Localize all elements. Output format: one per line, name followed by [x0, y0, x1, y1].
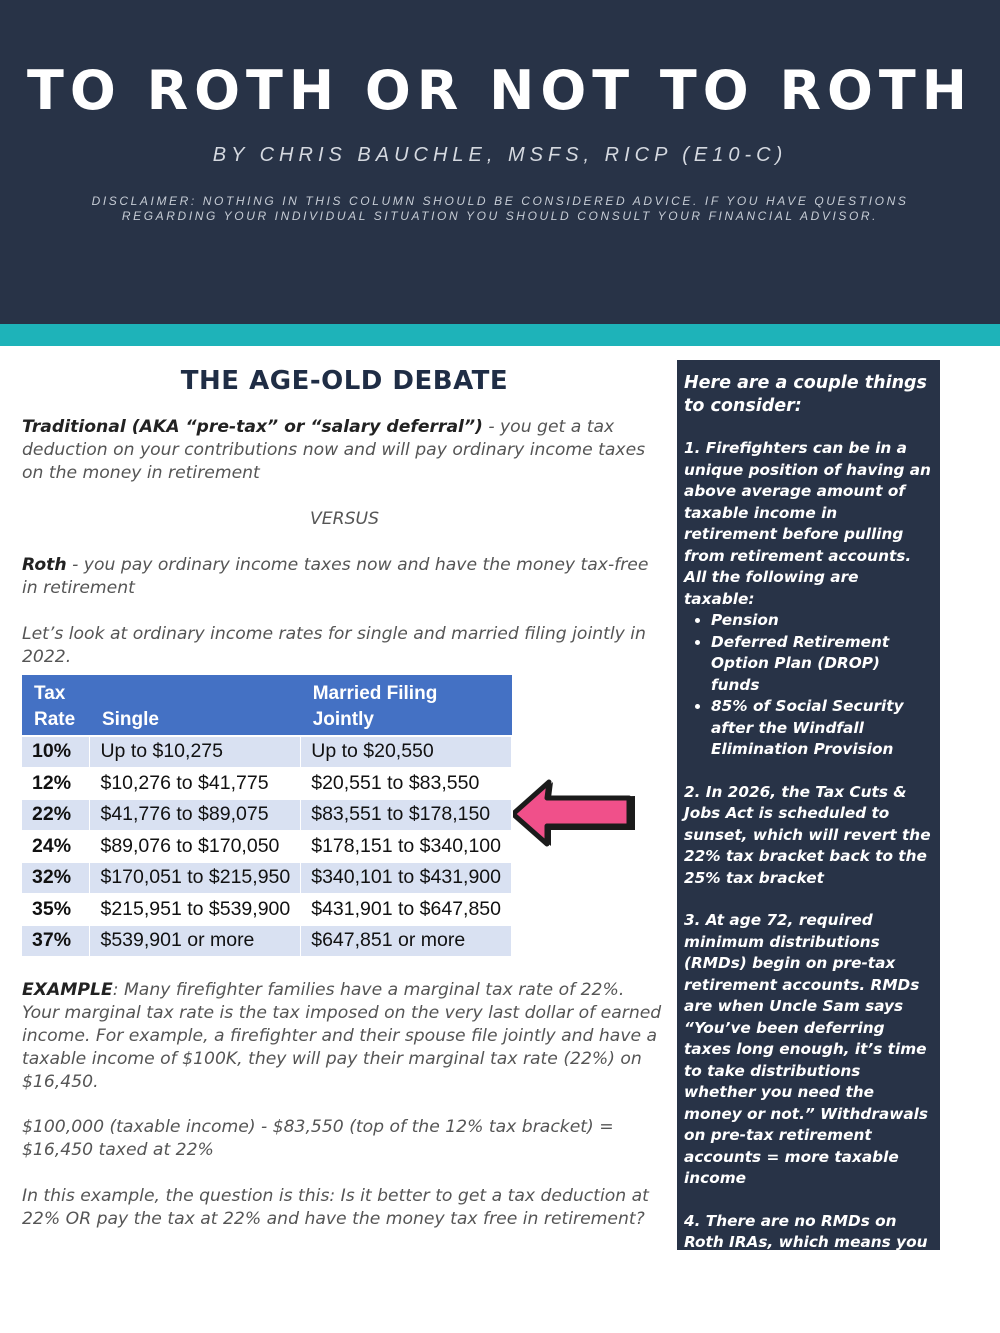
- list-item: • 85% of Social Security after the Windfall Elimination Provision: [711, 696, 933, 761]
- traditional-paragraph: [22, 416, 662, 485]
- sidebar-panel: [677, 360, 940, 1294]
- single-cell: $10,276 to $41,775: [90, 768, 301, 800]
- table-header-row: [22, 705, 512, 736]
- traditional-label: Traditional (AKA “pre-tax” or “salary deferral”): [22, 417, 483, 437]
- taxable-income-list: [684, 610, 933, 761]
- rate-cell: 24%: [22, 831, 90, 863]
- rate-cell: 37%: [22, 925, 90, 956]
- jointly-cell: $83,551 to $178,150: [301, 799, 512, 831]
- table-row: [22, 799, 512, 831]
- author-byline: BY CHRIS BAUCHLE, MSFS, RICP (E10-C): [212, 144, 788, 166]
- jointly-cell: $20,551 to $83,550: [301, 768, 512, 800]
- calculation-text: $100,000 (taxable income) - $83,550 (top of the 12% tax bracket) = $16,450 taxed at 22%: [22, 1117, 614, 1160]
- single-cell: Up to $10,275: [90, 736, 301, 768]
- accent-band: [0, 324, 1000, 346]
- rates-intro: Let’s look at ordinary income rates for single and married filing jointly in 2022.: [22, 624, 646, 667]
- sidebar-point-2: 2. In 2026, the Tax Cuts & Jobs Act is scheduled to sunset, which will revert the 22% tax bracket back to the 25% tax bracket: [684, 782, 931, 887]
- header-rate-bottom: Rate: [22, 705, 90, 736]
- table-header-row: [22, 675, 512, 705]
- traditional-text: - you get a tax deduction on your contributions now and will pay ordinary income taxes on the money in retirement: [22, 417, 646, 483]
- example-text: : Many firefighter families have a marginal tax rate of 22%. Your marginal tax rate is the tax imposed on the very last dollar of earned income. For example, a firefighter and their spouse file jointly and have a taxable income of $100K, they will pay their marginal tax rate (22%) on $16,450.: [22, 980, 662, 1092]
- section-title: THE AGE-OLD DEBATE: [180, 366, 509, 396]
- header-jointly-top: Married Filing: [301, 675, 512, 705]
- pointer-arrow-icon: [513, 778, 639, 850]
- header-single-spacer: [90, 675, 301, 705]
- table-row: [22, 862, 512, 894]
- single-cell: $89,076 to $170,050: [90, 831, 301, 863]
- table-row: [22, 768, 512, 800]
- jointly-cell: $340,101 to $431,900: [301, 862, 512, 894]
- table-row: [22, 831, 512, 863]
- single-cell: $41,776 to $89,075: [90, 799, 301, 831]
- jointly-cell: $178,151 to $340,100: [301, 831, 512, 863]
- single-cell: $170,051 to $215,950: [90, 862, 301, 894]
- disclaimer-text: DISCLAIMER: NOTHING IN THIS COLUMN SHOULD BE CONSIDERED ADVICE. IF YOU HAVE QUESTIONS REGARDING YOUR INDIVIDUAL SITUATION YOU SHOULD CONSULT YOUR FINANCIAL ADVISOR.: [91, 194, 909, 223]
- sidebar-point-3: 3. At age 72, required minimum distributions (RMDs) begin on pre-tax retirement accounts. RMDs are when Uncle Sam says “You’ve been deferring taxes long enough, it’s time to take distributions whether you need the money or not.” Withdrawals on pre-tax retirement accounts = more taxable income: [684, 911, 929, 1187]
- single-cell: $539,901 or more: [90, 925, 301, 956]
- jointly-cell: $431,901 to $647,850: [301, 894, 512, 926]
- single-cell: $215,951 to $539,900: [90, 894, 301, 926]
- arrow-fill: [513, 782, 629, 844]
- table-row: [22, 925, 512, 956]
- roth-text: - you pay ordinary income taxes now and have the money tax-free in retirement: [22, 555, 649, 598]
- example-paragraph: [22, 979, 662, 1094]
- sidebar-point-1: 1. Firefighters can be in a unique position of having an above average amount of taxable income in retirement before pulling from retirement accounts. All the following are taxable:: [684, 439, 931, 608]
- page-title: TO ROTH OR NOT TO ROTH: [27, 59, 973, 122]
- rate-cell: 12%: [22, 768, 90, 800]
- rate-cell: 22%: [22, 799, 90, 831]
- example-label: EXAMPLE: [22, 980, 113, 1000]
- rate-cell: 32%: [22, 862, 90, 894]
- header-jointly-bottom: Jointly: [301, 705, 512, 736]
- list-item: • Deferred Retirement Option Plan (DROP) funds: [711, 632, 933, 697]
- list-item: • Pension: [711, 610, 933, 632]
- jointly-cell: $647,851 or more: [301, 925, 512, 956]
- sidebar-point-4: 4. There are no RMDs on Roth IRAs, which means you don’t ever have to touch the money if you don’t want to: [684, 1211, 931, 1294]
- tax-bracket-table: [22, 675, 512, 956]
- sidebar-heading: Here are a couple things to consider:: [684, 373, 927, 416]
- rate-cell: 35%: [22, 894, 90, 926]
- roth-paragraph: [22, 554, 662, 600]
- roth-label: Roth: [22, 555, 67, 575]
- rate-cell: 10%: [22, 736, 90, 768]
- header-single: Single: [90, 705, 301, 736]
- table-row: [22, 894, 512, 926]
- header-banner: [0, 0, 1000, 324]
- jointly-cell: Up to $20,550: [301, 736, 512, 768]
- question-text: In this example, the question is this: Is it better to get a tax deduction at 22% OR pay the tax at 22% and have the money tax free in retirement?: [22, 1186, 649, 1229]
- header-rate-top: Tax: [22, 675, 90, 705]
- versus-text: VERSUS: [310, 509, 379, 529]
- table-row: [22, 736, 512, 768]
